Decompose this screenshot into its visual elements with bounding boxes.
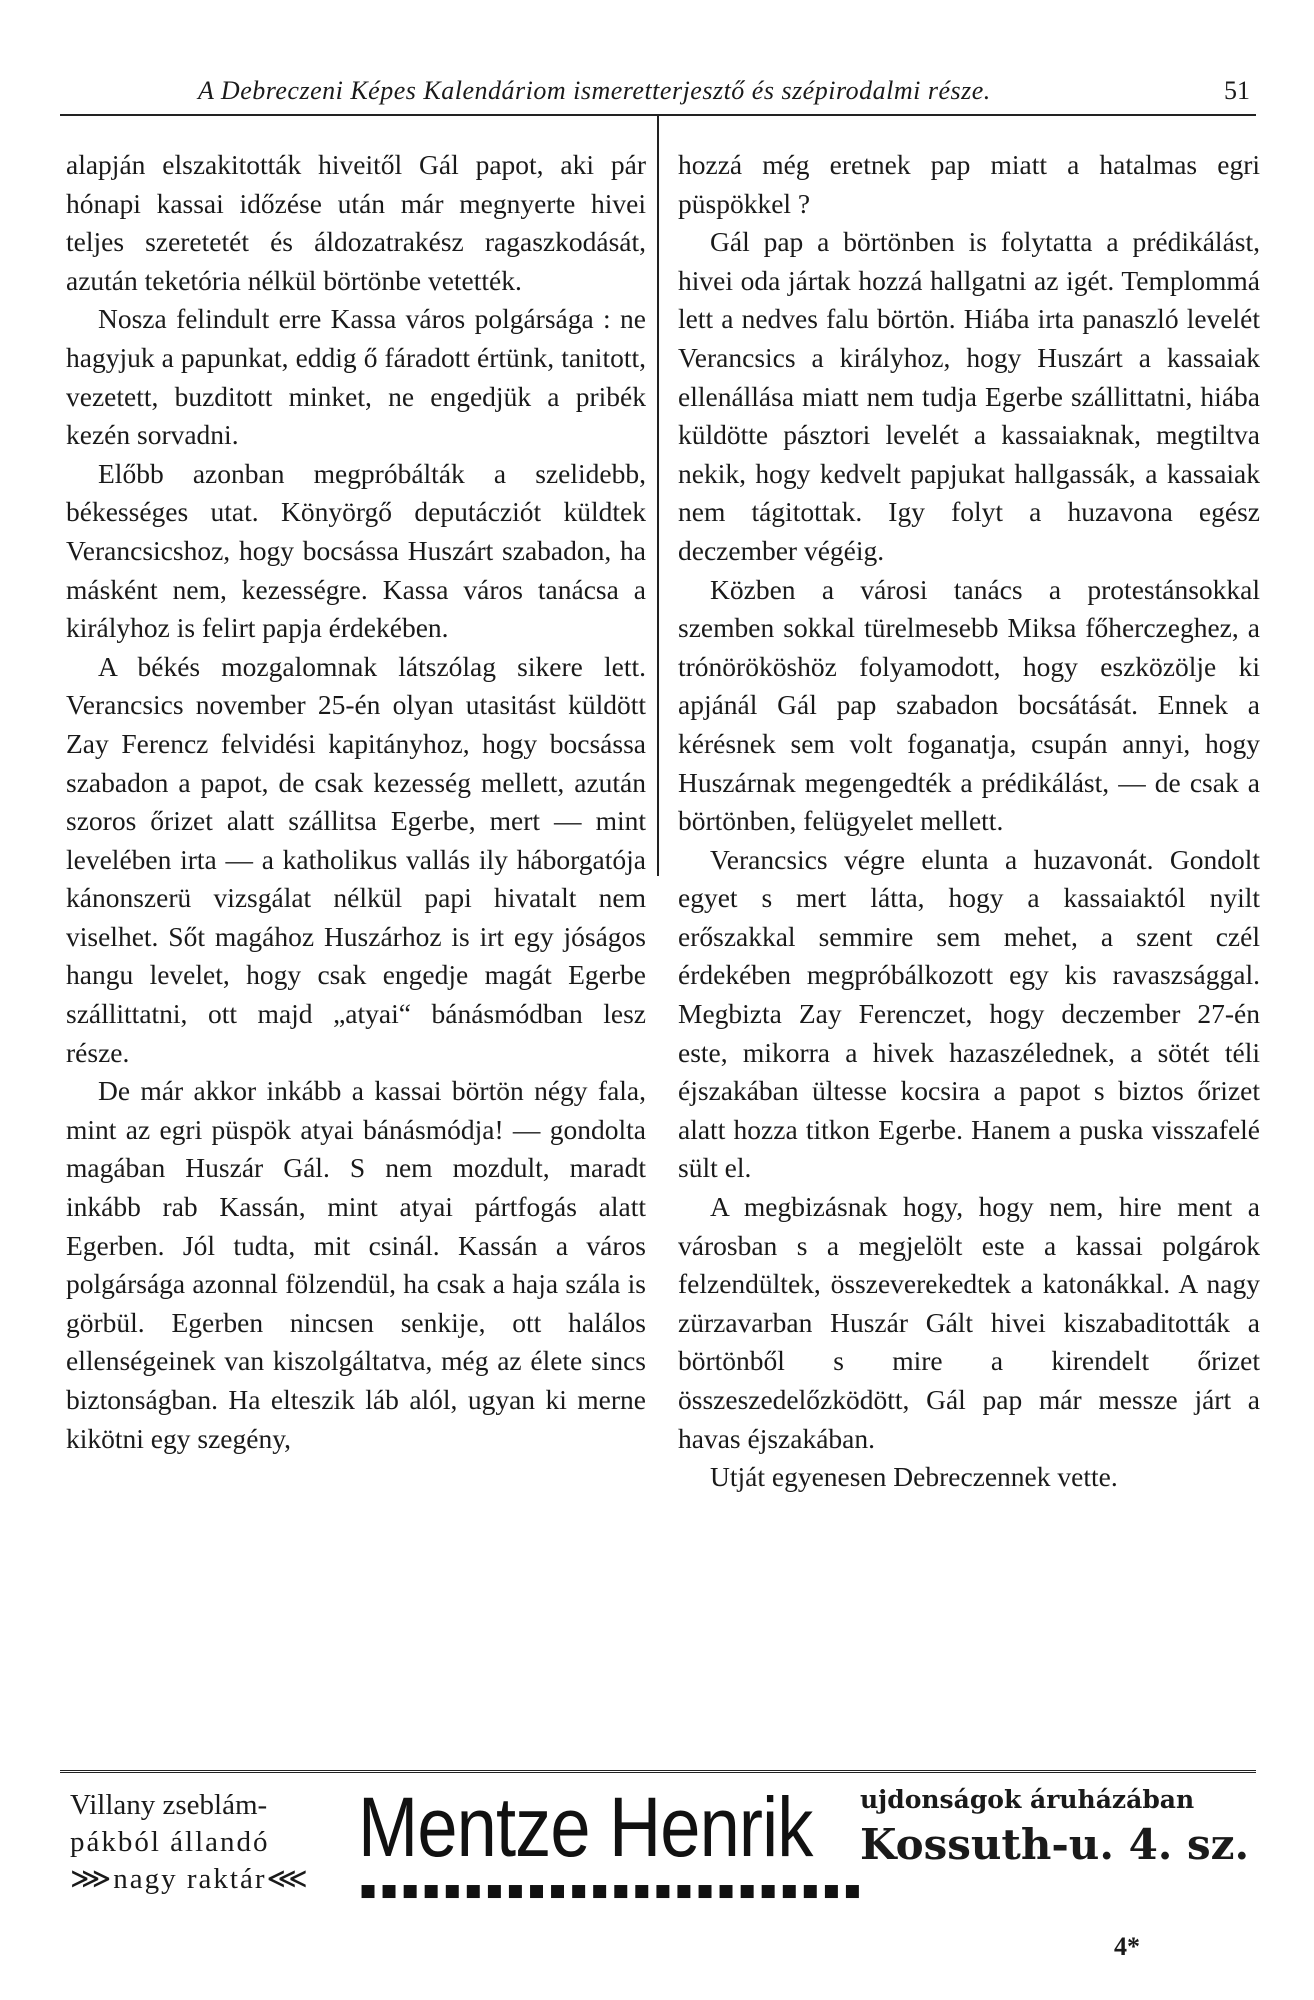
paragraph: Előbb azonban megpróbálták a szelidebb, békességes utat. Könyörgő deputácziót küldtek Verancsicshoz, hogy bocsássa Huszárt szabadon, ha másként nem, kezességre. Kassa város tanácsa a királyhoz is felirt papja érdekében. [66,457,646,644]
ad-address: Kossuth-u. 4. sz. [860,1820,1250,1869]
right-column [678,146,1260,1497]
paragraph: A békés mozgalomnak látszólag sikere lett. Verancsics november 25-én olyan utasitást küldött Zay Ferencz felvidési kapitányhoz, hogy bocsássa szabadon a papot, de csak kezesség mellett, azután szoros őrizet alatt szállitsa Egerbe, mert — mint levelében irta — a katholikus vallás ily háborgatója kánonszerü vizsgálat nélkül papi hivatalt nem viselhet. Sőt magához Huszárhoz is irt egy jóságos hangu levelet, hogy csak engedje magát Egerbe szállittatni, ott majd „atyai“ bánásmódban lesz része. [66,650,646,1068]
running-title: A Debreczeni Képes Kalendáriom ismeretterjesztő és szépirodalmi része. [198,76,991,105]
page-number: 51 [1224,76,1250,105]
paragraph: De már akkor inkább a kassai börtön négy fala, mint az egri püspök atyai bánásmódja! — gondolta magában Huszár Gál. S nem mozdult, maradt inkább rab Kassán, mint atyai pártfogás alatt Egerben. Jól tudta, mit csinál. Kassán a város polgársága azonnal fölzendül, ha csak a haja szála is görbül. Egerben nincsen senkije, ott halálos ellenségeinek van kiszolgáltatva, még az élete sincs biztonságban. Ha elteszik láb alól, ugyan ki merne kikötni egy szegény, [66,1075,646,1454]
ad-left-text [70,1787,310,1898]
paragraph: Közben a városi tanács a protestánsokkal szemben sokkal türelmesebb Miksa főherczeghez, a trónörököshöz folyamodott, hogy eszközölje ki apjánál Gál pap szabadon bocsátását. Ennek a kérésnek sem volt foganatja, csupán annyi, hogy Huszárnak megengedték a prédikálást, — de csak a börtönben, felügyelet mellett. [678,573,1260,837]
advertisement-rule [60,1770,1256,1773]
ad-brand-name: Mentze Henrik [358,1780,813,1874]
ad-square-ornament: ■■■■■■■■■■■■■■■■■■■■■■■■ [360,1881,866,1901]
column-divider [657,116,659,876]
ad-left-line: Villany zseblám- [70,1789,268,1821]
paragraph: Utját egyenesen Debreczennek vette. [710,1461,1118,1493]
ad-right-text [860,1783,1249,1873]
paragraph: A megbizásnak hogy, hogy nem, hire ment a városban s a megjelölt este a kassai polgárok felzendültek, összeverekedtek a katonákkal. A nagy zürzavarban Huszár Gált hivei kiszabaditották a börtönből s mire a kirendelt őrizet összeszedelőzködött, Gál pap már messze járt a havas éjszakában. [678,1191,1260,1454]
paragraph: alapján elszakitották hiveitől Gál papot, aki pár hónapi kassai időzése után már megnyerte hivei teljes szeretetét és áldozatrakész ragaszkodását, azután teketória nélkül börtönbe vetették. [66,149,646,296]
ad-left-line: pákból állandó [70,1826,270,1858]
advertisement [60,1775,1256,1925]
left-column [66,146,646,1458]
signature-mark: 4* [1114,1932,1140,1961]
paragraph: hozzá még eretnek pap miatt a hatalmas egri püspökkel ? [678,149,1260,219]
running-head [60,74,1256,116]
paragraph: Verancsics végre elunta a huzavonát. Gondolt egyet s mert látta, hogy a kassaiaktól nyilt erőszakkal semmire sem mehet, a szent czél érdekében megpróbálkozott egy kis ravaszsággal. Megbizta Zay Ferenczet, hogy deczember 27-én este, mikorra a hivek hazaszélednek, a sötét téli éjszakában ültesse kocsira a papot s biztos őrizet alatt hozza titkon Egerbe. Hanem a puska visszafelé sült el. [678,843,1260,1184]
paragraph: Nosza felindult erre Kassa város polgársága : ne hagyjuk a papunkat, eddig ő fáradott értünk, tanitott, vezetett, buzditott minket, ne engedjük a pribék kezén sorvadni. [66,303,646,451]
paragraph: Gál pap a börtönben is folytatta a prédikálást, hivei oda jártak hozzá hallgatni az igét. Templommá lett a nedves falu börtön. Hiába irta panaszló levelét Verancsics a királyhoz, hogy Huszárt a kassaiak ellenállása miatt nem tudja Egerbe szállittatni, hiába küldötte pásztori levelét a kassaiaknak, megtiltva nekik, hogy kedvelt papjukat hallgassák, a kassaiak nem tágitottak. Igy folyt a huzavona egész deczember végéig. [678,226,1260,566]
ad-left-line: ⋙nagy raktár⋘ [70,1863,310,1895]
ad-store-tagline: ujdonságok áruházában [860,1785,1195,1814]
